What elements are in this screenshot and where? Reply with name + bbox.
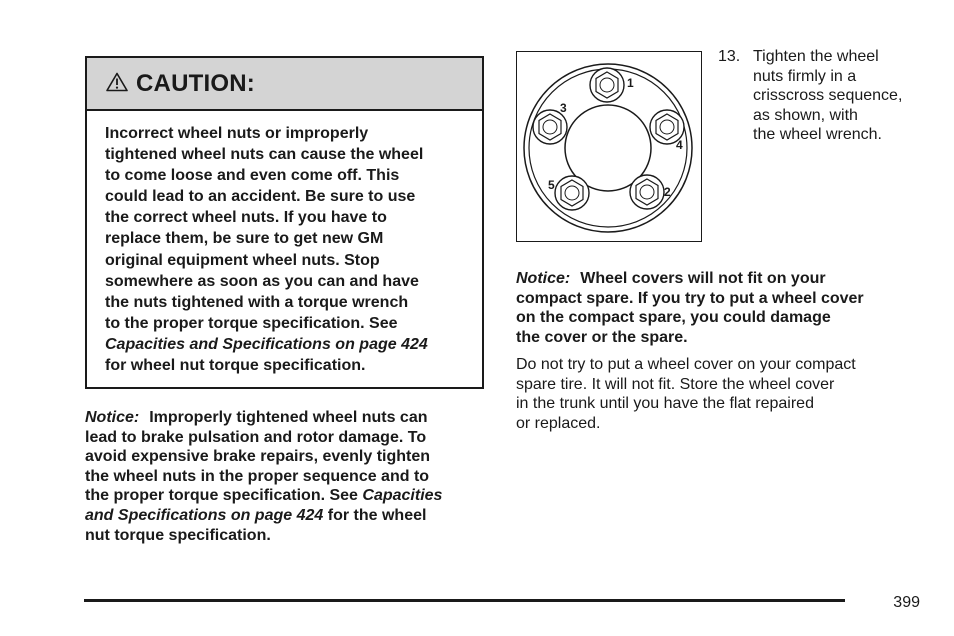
caution-line: replace them, be sure to get new GM: [105, 230, 384, 248]
caution-line: the correct wheel nuts. If you have to: [105, 209, 387, 227]
notice-text: avoid expensive brake repairs, evenly tighten: [85, 448, 431, 466]
notice-text: Wheel covers will not fit on your: [580, 270, 826, 287]
paragraph-line: Do not try to put a wheel cover on your compact: [516, 356, 856, 373]
wheel-nut-1: [590, 68, 624, 102]
notice-reference: Capacities: [362, 487, 443, 505]
caution-line: Incorrect wheel nuts or improperly: [105, 125, 369, 142]
caution-line: somewhere as soon as you can and have: [105, 272, 419, 290]
caution-line: the nuts tightened with a torque wrench: [105, 293, 409, 311]
caution-line: for wheel nut torque specification.: [105, 357, 366, 375]
notice-text: the wheel nuts in the proper sequence and to: [85, 467, 430, 485]
caution-header: [87, 58, 482, 111]
notice-wheel-cover: [516, 269, 926, 347]
step-line: nuts firmly in a: [753, 67, 857, 85]
wheel-nut-sequence-figure: [516, 51, 702, 242]
step-number: 13.: [718, 48, 741, 65]
caution-line: could lead to an accident. Be sure to use: [105, 188, 416, 206]
notice-label: Notice:: [85, 409, 140, 426]
footer-rule: [84, 599, 845, 602]
notice-text: nut torque specification.: [85, 526, 271, 544]
wheel-nut-5: [555, 176, 589, 210]
warning-triangle-icon: [106, 72, 128, 92]
notice-text: the cover or the spare.: [516, 328, 688, 346]
notice-text: on the compact spare, you could damage: [516, 309, 831, 326]
caution-line: tightened wheel nuts can cause the wheel: [105, 146, 424, 164]
wheel-nut-2: [630, 175, 664, 209]
step-line: the wheel wrench.: [753, 126, 882, 143]
nut-label-4: 4: [676, 138, 683, 152]
wheel-hub-diagram: [517, 52, 700, 240]
notice-reference: and Specifications on page 424: [85, 506, 324, 524]
step-13: [718, 47, 938, 145]
step-line: as shown, with: [753, 106, 858, 124]
notice-text: Improperly tightened wheel nuts can: [149, 409, 428, 426]
step-text: [753, 47, 902, 145]
wheel-cover-paragraph: [516, 355, 916, 433]
notice-text: lead to brake pulsation and rotor damage. To: [85, 428, 427, 446]
nut-label-1: 1: [627, 76, 634, 90]
nut-label-3: 3: [560, 101, 567, 115]
notice-text: compact spare. If you try to put a wheel cover: [516, 289, 864, 307]
caution-line: original equipment wheel nuts. Stop: [105, 251, 380, 269]
wheel-nut-3: [533, 110, 567, 144]
paragraph-line: in the trunk until you have the flat repaired: [516, 395, 814, 412]
step-line: crisscross sequence,: [753, 87, 903, 104]
notice-label: Notice:: [516, 270, 571, 287]
page-number: 399: [893, 594, 920, 611]
paragraph-line: or replaced.: [516, 414, 601, 432]
notice-brake-damage: [85, 408, 485, 545]
caution-line: to the proper torque specification. See: [105, 314, 398, 332]
nut-label-2: 2: [664, 185, 671, 199]
paragraph-line: spare tire. It will not fit. Store the wheel cover: [516, 375, 835, 393]
notice-text: the proper torque specification. See: [85, 487, 358, 505]
caution-text: [87, 111, 482, 376]
nut-label-5: 5: [548, 178, 555, 192]
notice-text: for the wheel: [327, 506, 427, 524]
caution-title: CAUTION:: [136, 69, 255, 97]
caution-line: to come loose and even come off. This: [105, 167, 400, 185]
step-line: Tighten the wheel: [753, 48, 879, 65]
caution-reference: Capacities and Specifications on page 424: [105, 335, 428, 353]
caution-box: [85, 56, 484, 389]
